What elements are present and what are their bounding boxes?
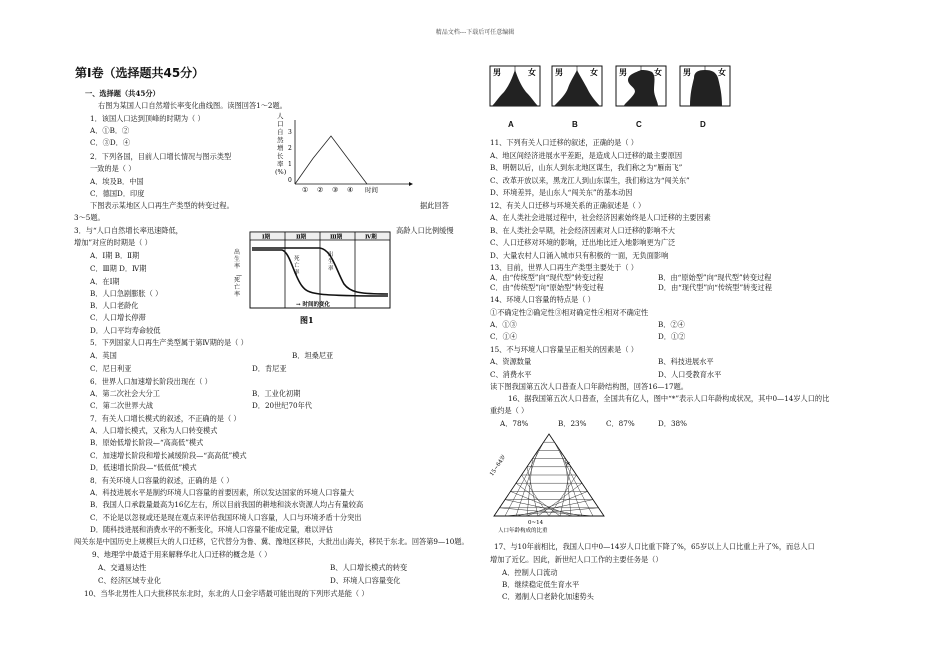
pyramid-label-d: D xyxy=(700,120,706,129)
svg-text:—: — xyxy=(236,272,242,279)
q4-opt-3: D．人口平均寿命较低 xyxy=(90,326,161,335)
q15-opt-c: C、消费水平 xyxy=(490,370,532,379)
q6: 6．世界人口加速增长阶段出现在（ ） xyxy=(90,377,212,386)
q12-opt-d: D、大量农村人口涌入城市只有积极的一面，无负面影响 xyxy=(490,251,669,260)
figure-caption: 图1 xyxy=(300,315,314,325)
pyramid-label-b: B xyxy=(572,120,578,129)
ternary-grid-line xyxy=(511,491,572,516)
pyramid-a-male: 男 xyxy=(493,67,501,77)
q16-opt-b: B．23% xyxy=(558,419,587,428)
q8-opt-b: B．我国人口承载量最高为16亿左右，所以目前我国的耕地和淡水资源人均占有量较高 xyxy=(90,500,364,509)
chart-ylabel: 人口自然增长率(%) xyxy=(275,112,287,176)
birth-curve-label: 出生率 xyxy=(328,252,334,272)
q15: 15、不与环境人口容量呈正相关的因素是（ ） xyxy=(490,345,638,354)
period-2: Ⅱ期 xyxy=(296,234,307,241)
q5-opt-c: C．尼日利亚 xyxy=(90,364,132,373)
q10: 10、当华北男性人口大批移民东北时，东北的人口金字塔最可能出现的下列形式是能（ ） xyxy=(84,589,369,598)
q14-opt-d: D．①② xyxy=(658,332,686,341)
q3-opt-1: A．Ⅰ期 B．Ⅱ期 xyxy=(90,251,140,260)
ternary-axis-left: 15~64岁 xyxy=(489,454,508,478)
section-title: 第Ⅰ卷（选择题共45分） xyxy=(75,66,205,80)
ternary-grid-line xyxy=(527,491,588,516)
q8: 8．有关环境人口容量的叙述，正确的是（ ） xyxy=(90,476,234,485)
q12-opt-b: B、在人类社会早期，社会经济因素对人口迁移的影响不大 xyxy=(490,226,675,235)
q16-opt-c: C．87% xyxy=(606,419,635,428)
part-title: 一、选择题（共45分） xyxy=(85,89,160,98)
period-1: Ⅰ期 xyxy=(262,234,271,241)
pyramid-label-a: A xyxy=(508,120,514,129)
period-3: Ⅲ期 xyxy=(330,234,343,241)
q9-opt-d: D、环境人口容量变化 xyxy=(330,576,401,585)
q8-opt-d: D．随科技进展和消费水平的不断变化，环境人口容量不能成定量，难以评估 xyxy=(90,525,333,534)
q7-opt-d: D．低速增长阶段—“低低低”模式 xyxy=(90,463,197,472)
q3-c: 增加”对应的时期是（ ） xyxy=(74,238,152,247)
ternary-caption: 人口年龄构成的比重 xyxy=(498,528,548,534)
q6-opt-c: C．第二次世界大战 xyxy=(90,401,154,410)
q11-opt-a: A、地区间经济进展水平差距，是造成人口迁移的最主要原因 xyxy=(490,151,683,160)
q7: 7．有关人口增长模式的叙述，不正确的是（ ） xyxy=(90,414,241,423)
q13-opt-b: B．由“原始型”向“现代型”转变过程 xyxy=(658,273,772,282)
x-tick-3: ③ xyxy=(332,186,339,194)
q3-opt-2: C．Ⅲ期 D．Ⅳ期 xyxy=(90,264,147,273)
intro-2a: 下图表示某地区人口再生产类型的转变过程。 xyxy=(90,201,234,210)
x-tick-4: ④ xyxy=(347,186,354,194)
ternary-age-chart xyxy=(484,428,634,536)
q12-opt-a: A、在人类社会进展过程中，社会经济因素始终是人口迁移的主要因素 xyxy=(490,213,711,222)
page-header: 精品文档---下载后可任意编辑 xyxy=(435,29,515,36)
birth-rate-label: 出生率 xyxy=(234,249,241,270)
pyramid-b-male: 男 xyxy=(555,67,563,77)
q5: 5．下列国家人口再生产类型属于第Ⅳ期的是（ ） xyxy=(90,338,248,347)
q17-opt-c: C．遏制人口老龄化加速势头 xyxy=(502,592,594,601)
q7-opt-c: C．加速增长阶段和增长减缓阶段—“高高低”模式 xyxy=(90,451,247,460)
pyramid-d-female: 女 xyxy=(718,67,726,77)
pyramid-c-male: 男 xyxy=(619,67,627,77)
q12-opt-c: C、人口迁移对环境的影响，迁出地比迁入地影响更为广泛 xyxy=(490,238,676,247)
q17-opt-a: A．控制人口流动 xyxy=(502,568,558,577)
q9: 9、地理学中最适于用来解释华北人口迁移的概念是（ ） xyxy=(92,550,272,559)
q6-opt-b: B．工业化初期 xyxy=(252,389,301,398)
q11-opt-c: C、改革开放以来，黑龙江人到山东谋生，我们称这为“闯关东” xyxy=(490,176,690,185)
q13-opt-a: A．由“传统型”向“现代型”转变过程 xyxy=(490,273,604,282)
intro-2b: 据此回答 xyxy=(420,201,449,210)
x-axis-label: 时间 xyxy=(365,186,378,194)
y-tick-3: 3 xyxy=(288,129,292,136)
q11: 11、下列有关人口迁移的叙述，正确的是（ ） xyxy=(490,138,638,147)
q9-opt-c: C、经济区域专业化 xyxy=(98,576,162,585)
q2-opt-1: A．埃及B．中国 xyxy=(90,177,144,186)
left-column xyxy=(0,0,470,672)
pyramid-label-c: C xyxy=(636,120,642,129)
q4-opt-2: C．人口增长停滞 xyxy=(90,313,146,322)
q2: 2．下列各国，目前人口增长情况与图示类型 xyxy=(90,152,232,161)
intro-3: 闯关东是中国历史上规模巨大的人口迁移，它代替分为鲁、冀、豫地区移民，大批出山海关，移民于东北。回答第9—10题。 xyxy=(74,537,469,546)
q1-opt-1: A．①B．② xyxy=(90,126,130,135)
q9-opt-a: A、交通易达性 xyxy=(98,563,147,572)
q7-opt-a: A．人口增长模式，又称为人口转变模式 xyxy=(90,426,218,435)
death-rate-label: 死亡率 xyxy=(234,277,241,298)
q11-opt-b: B、明朝以后，山东人到东北地区谋生，我们称之为“雁南飞” xyxy=(490,163,683,172)
q12: 12、有关人口迁移与环境关系的正确叙述是（ ） xyxy=(490,201,646,210)
q3-a: 3．与“人口自然增长率迅速降低， xyxy=(74,226,183,235)
q6-opt-d: D．20世纪70年代 xyxy=(252,401,312,410)
x-tick-2: ② xyxy=(317,186,324,194)
q17-opt-b: B．继续稳定低生育水平 xyxy=(502,580,580,589)
q4-opt-1: B．人口老龄化 xyxy=(90,301,139,310)
q9-opt-b: B、人口增长模式的转变 xyxy=(330,563,408,572)
growth-series-line xyxy=(295,136,367,184)
q16-b: 重约是（ ） xyxy=(490,406,529,415)
q2-opt-2: C．德国D．印度 xyxy=(90,189,145,198)
growth-rate-chart xyxy=(275,112,415,194)
ternary-axis-bottom: 0~14 xyxy=(528,520,544,526)
pyramid-figures xyxy=(488,64,748,134)
q13-opt-c: C．由“传统型”向“原始型”转变过程 xyxy=(490,283,604,292)
q8-opt-a: A．科技进展水平是制约环境人口容量的首要因素，所以发达国家的环境人口容量大 xyxy=(90,488,354,497)
pyramid-d xyxy=(680,66,730,106)
q16-opt-a: A．78% xyxy=(500,419,529,428)
q8-opt-c: C．不论是以忽视或还是现在观点来评估我国环境人口容量，人口与环境矛盾十分突出 xyxy=(90,513,362,522)
q17-b: 增加了近亿。因此，新世纪人口工作的主要任务是（） xyxy=(490,555,663,564)
q7-opt-b: B．原始低增长阶段—“高高低”模式 xyxy=(90,438,204,447)
ternary-grid-line xyxy=(500,508,594,516)
y-tick-1: 1 xyxy=(288,161,292,168)
q17-a: 17、与10年前相比，我国人口中0—14岁人口比重下降了%，65岁以上人口比重上升了%，而总人口 xyxy=(494,542,815,551)
y-tick-2: 2 xyxy=(288,145,292,152)
q11-opt-d: D、环境差异，是山东人“闯关东”的基本动因 xyxy=(490,188,633,197)
q16-a: 16、据我国第五次人口普查，全国共有亿人，图中“*”表示人口年龄构成状况，其中0—14岁人口的比 xyxy=(508,394,830,403)
x-tick-1: ① xyxy=(302,186,309,194)
q14-opt-b: B．②④ xyxy=(658,320,685,329)
q13-opt-d: D．由“现代型”向“传统型”转变过程 xyxy=(658,283,772,292)
q15-opt-d: D、人口受教育水平 xyxy=(658,370,722,379)
period-4: Ⅳ期 xyxy=(365,234,377,241)
q16-opt-d: D．38% xyxy=(658,419,687,428)
pyramid-b xyxy=(552,66,602,106)
q14-opt-c: C．①④ xyxy=(490,332,518,341)
q14-sub: ①不确定性②确定性③相对确定性④相对不确定性 xyxy=(490,308,649,317)
q2-b: 一致的是（ ） xyxy=(90,164,136,173)
q4: B．人口急剧膨胀（ ） xyxy=(90,289,163,298)
pyramid-c xyxy=(616,66,666,106)
q3-b: 高龄人口比例缓慢 xyxy=(396,226,454,235)
q14-opt-a: A．①③ xyxy=(490,320,517,329)
ternary-grid-line xyxy=(505,508,599,516)
q6-opt-a: A．第二次社会大分工 xyxy=(90,389,160,398)
q13: 13、目前，世界人口再生产类型主要处于（ ） xyxy=(490,263,638,272)
q15-opt-b: B、科技进展水平 xyxy=(658,357,714,366)
time-axis-label: → 时间的变化 xyxy=(296,302,331,308)
y-tick-0: 0 xyxy=(288,177,292,184)
pyramid-a xyxy=(490,66,540,106)
death-curve-label: 死亡率 xyxy=(294,256,300,276)
pyramid-c-female: 女 xyxy=(654,67,662,77)
q14: 14、环境人口容量的特点是（ ） xyxy=(490,295,595,304)
q5-opt-b: B．坦桑尼亚 xyxy=(292,351,334,360)
intro-1: 右图为某国人口自然增长率变化曲线图。读图回答1～2题。 xyxy=(98,101,287,110)
q4-a: A．在Ⅰ期 xyxy=(90,277,120,286)
ternary-star: * xyxy=(566,461,570,470)
q1: 1．该国人口达到顶峰的时期为（ ） xyxy=(90,114,205,123)
q15-opt-a: A、资源数量 xyxy=(490,357,532,366)
pyramid-a-female: 女 xyxy=(528,67,536,77)
intro-16: 读下图我国第五次人口普查人口年龄结构图，回答16—17题。 xyxy=(490,382,688,391)
pyramid-b-female: 女 xyxy=(590,67,598,77)
intro-2c: 3～5题。 xyxy=(74,213,105,222)
q5-opt-d: D．肯尼亚 xyxy=(252,364,287,373)
pyramid-d-male: 男 xyxy=(683,67,691,77)
transition-chart xyxy=(232,230,392,330)
q1-opt-2: C．③D．④ xyxy=(90,138,131,147)
q5-opt-a: A．英国 xyxy=(90,351,117,360)
